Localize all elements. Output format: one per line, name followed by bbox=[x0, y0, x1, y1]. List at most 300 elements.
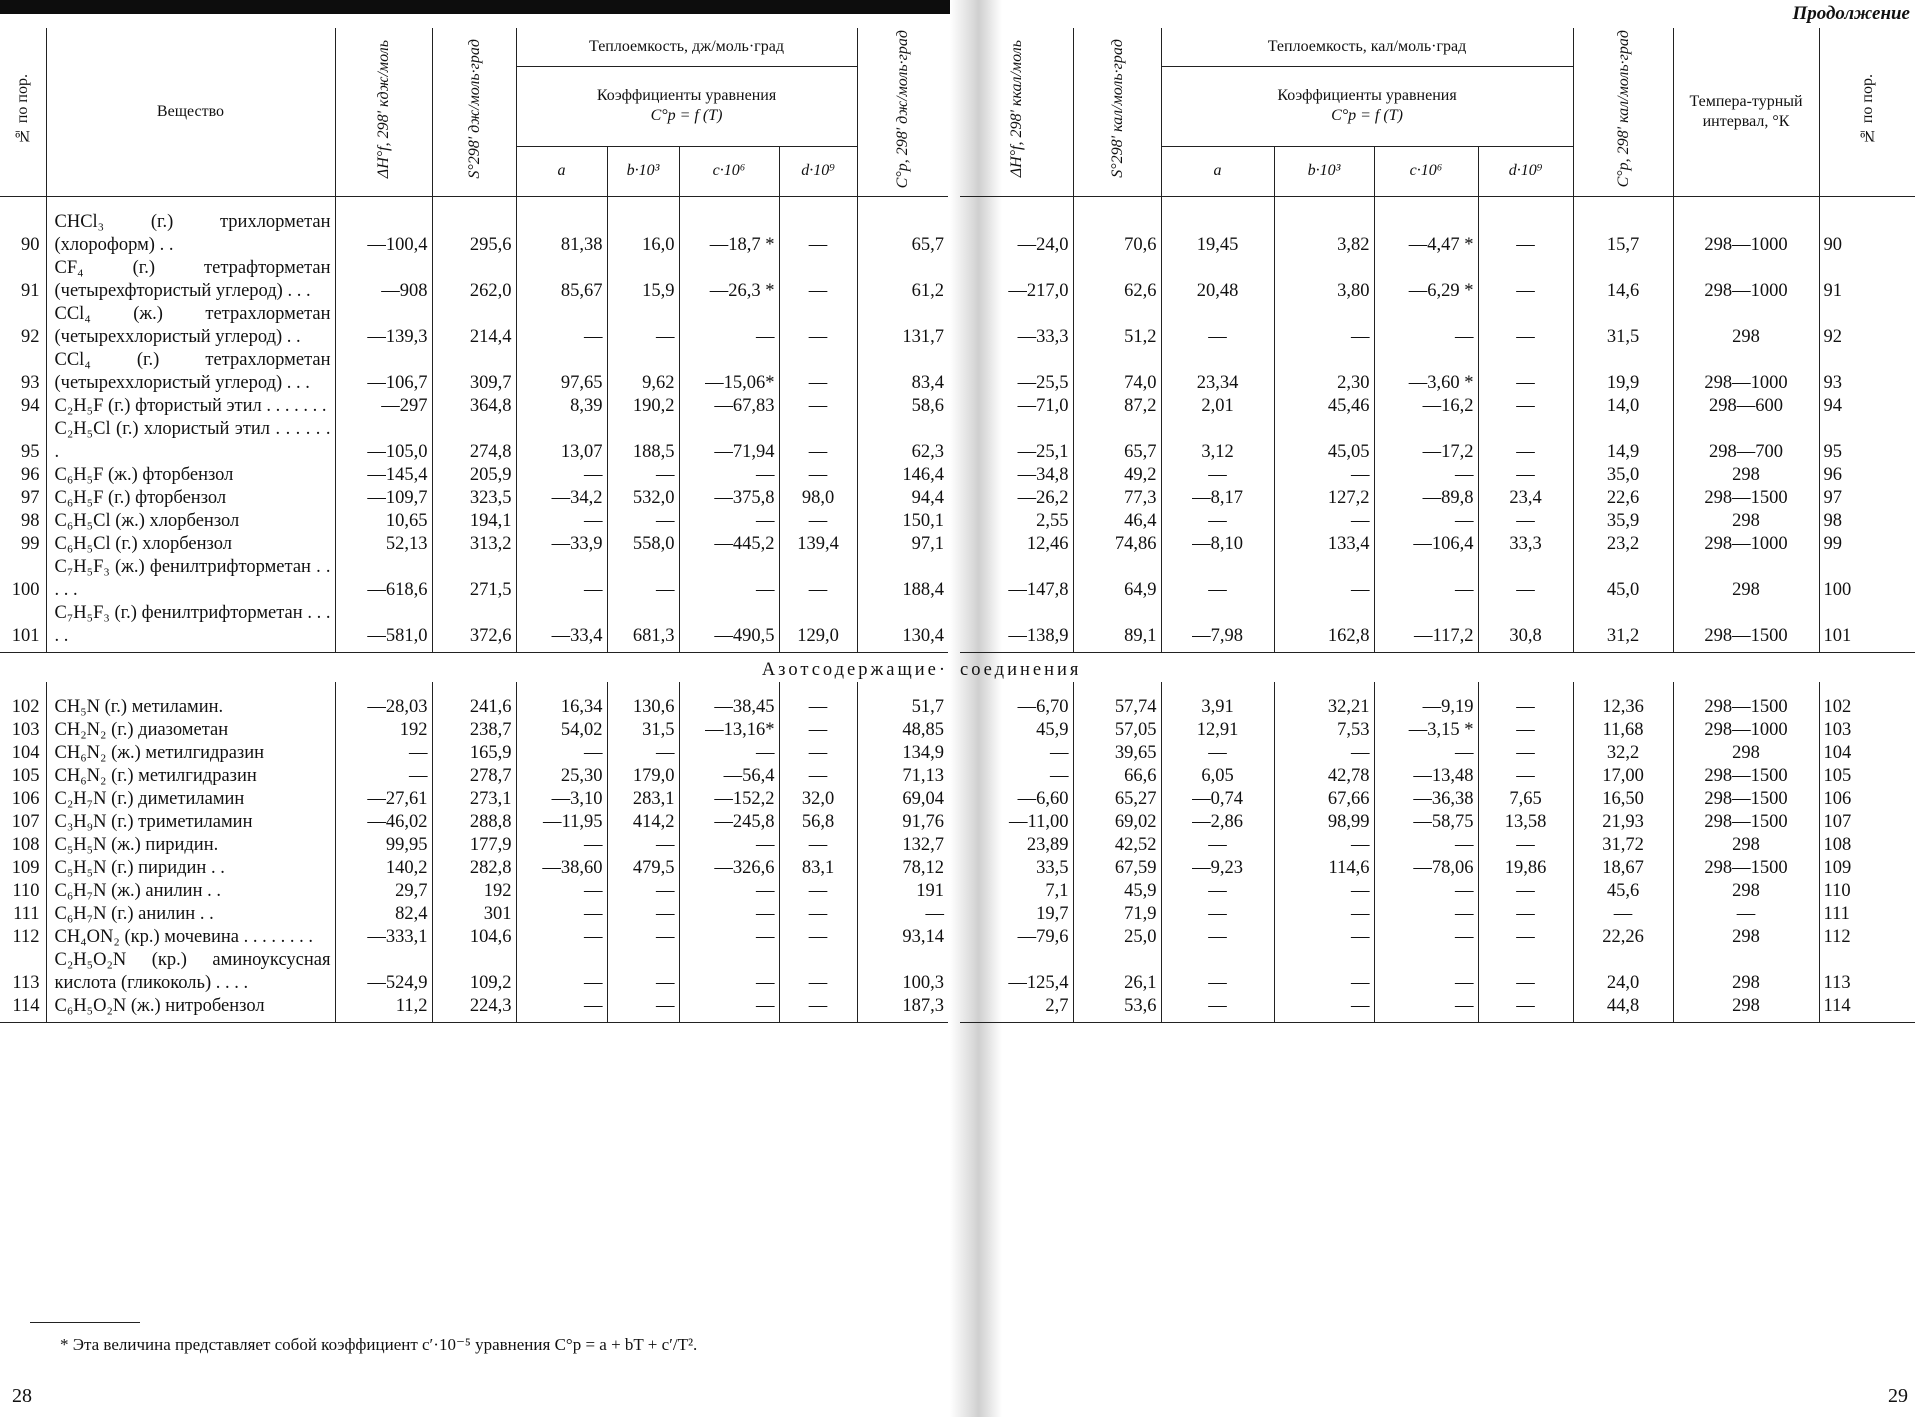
coef-c-j: — bbox=[679, 995, 779, 1023]
heat-capacity-cal: 14,9 bbox=[1573, 418, 1673, 464]
enthalpy-kj: —524,9 bbox=[335, 949, 432, 995]
entropy-cal: 25,0 bbox=[1073, 926, 1161, 949]
entropy-cal: 26,1 bbox=[1073, 949, 1161, 995]
coef-d-cal: — bbox=[1478, 464, 1573, 487]
row-number: 95 bbox=[0, 418, 46, 464]
coef-d-cal: 7,65 bbox=[1478, 788, 1573, 811]
entropy-j: 192 bbox=[432, 880, 516, 903]
temperature-range: 298—1500 bbox=[1673, 857, 1819, 880]
coef-c-j: — bbox=[679, 303, 779, 349]
header-dhf-cal: ΔH°f, 298' ккал/моль bbox=[960, 28, 1073, 196]
heat-capacity-j: 91,76 bbox=[857, 811, 948, 834]
coef-d-cal: — bbox=[1478, 765, 1573, 788]
coef-c-cal: — bbox=[1374, 742, 1478, 765]
coef-a-cal: — bbox=[1161, 556, 1274, 602]
heat-capacity-cal: 32,2 bbox=[1573, 742, 1673, 765]
coef-d-cal: 19,86 bbox=[1478, 857, 1573, 880]
coef-d-j: — bbox=[779, 719, 857, 742]
coef-a-j: — bbox=[516, 903, 607, 926]
enthalpy-kcal: —6,70 bbox=[960, 682, 1073, 719]
heat-capacity-j: 130,4 bbox=[857, 602, 948, 653]
enthalpy-kj: 192 bbox=[335, 719, 432, 742]
table-row bbox=[960, 926, 1915, 949]
coef-b-j: — bbox=[607, 464, 679, 487]
entropy-cal: 49,2 bbox=[1073, 464, 1161, 487]
entropy-j: 282,8 bbox=[432, 857, 516, 880]
header-d: d·10⁹ bbox=[779, 146, 857, 196]
enthalpy-kcal: 2,7 bbox=[960, 995, 1073, 1023]
row-number: 113 bbox=[0, 949, 46, 995]
coef-b-j: 31,5 bbox=[607, 719, 679, 742]
row-number: 108 bbox=[1819, 834, 1915, 857]
row-number: 94 bbox=[0, 395, 46, 418]
substance-name: C₆H₅Cl (ж.) хлорбензол bbox=[46, 510, 335, 533]
coef-a-cal: 20,48 bbox=[1161, 257, 1274, 303]
coef-a-cal: 3,12 bbox=[1161, 418, 1274, 464]
coef-c-cal: — bbox=[1374, 995, 1478, 1023]
coef-d-cal: — bbox=[1478, 742, 1573, 765]
coef-c-j: — bbox=[679, 949, 779, 995]
enthalpy-kj: 140,2 bbox=[335, 857, 432, 880]
table-row bbox=[0, 464, 948, 487]
coef-c-j: — bbox=[679, 926, 779, 949]
heat-capacity-j: 48,85 bbox=[857, 719, 948, 742]
section-row bbox=[0, 652, 948, 682]
enthalpy-kj: — bbox=[335, 742, 432, 765]
entropy-cal: 77,3 bbox=[1073, 487, 1161, 510]
substance-name: C₇H₅F₃ (ж.) фенилтрифторметан . . . . . bbox=[46, 556, 335, 602]
header-cp-si: C°p, 298' дж/моль·град bbox=[857, 28, 948, 196]
enthalpy-kj: —297 bbox=[335, 395, 432, 418]
temperature-range: 298 bbox=[1673, 464, 1819, 487]
substance-name: CH₅N (г.) метиламин. bbox=[46, 682, 335, 719]
table-row bbox=[960, 464, 1915, 487]
coef-c-cal: — bbox=[1374, 949, 1478, 995]
coef-d-j: — bbox=[779, 395, 857, 418]
coef-d-cal: — bbox=[1478, 949, 1573, 995]
row-number: 113 bbox=[1819, 949, 1915, 995]
coef-a-cal: 23,34 bbox=[1161, 349, 1274, 395]
coef-b-j: 532,0 bbox=[607, 487, 679, 510]
header-a: a bbox=[516, 146, 607, 196]
coef-a-cal: 12,91 bbox=[1161, 719, 1274, 742]
enthalpy-kcal: —25,1 bbox=[960, 418, 1073, 464]
row-number: 99 bbox=[1819, 533, 1915, 556]
enthalpy-kj: —139,3 bbox=[335, 303, 432, 349]
coef-d-j: — bbox=[779, 949, 857, 995]
entropy-cal: 62,6 bbox=[1073, 257, 1161, 303]
table-row bbox=[0, 857, 948, 880]
coef-c-j: —152,2 bbox=[679, 788, 779, 811]
coef-c-cal: —13,48 bbox=[1374, 765, 1478, 788]
heat-capacity-cal: 15,7 bbox=[1573, 196, 1673, 257]
temperature-range: 298—1000 bbox=[1673, 533, 1819, 556]
table-row bbox=[0, 742, 948, 765]
coef-b-cal: 3,80 bbox=[1274, 257, 1374, 303]
substance-name: C₂H₅O₂N (кр.) аминоуксусная кислота (гликоколь) . . . . bbox=[46, 949, 335, 995]
temperature-range: 298—1500 bbox=[1673, 788, 1819, 811]
table-row bbox=[0, 418, 948, 464]
table-row bbox=[960, 395, 1915, 418]
header-cp-cal: C°p, 298' кал/моль·град bbox=[1573, 28, 1673, 196]
coef-c-j: —445,2 bbox=[679, 533, 779, 556]
coef-a-j: — bbox=[516, 926, 607, 949]
coef-d-j: 56,8 bbox=[779, 811, 857, 834]
entropy-cal: 65,27 bbox=[1073, 788, 1161, 811]
substance-name: CH₄ON₂ (кр.) мочевина . . . . . . . . bbox=[46, 926, 335, 949]
table-row bbox=[0, 349, 948, 395]
header-coef-si bbox=[516, 66, 857, 146]
substance-name: CH₂N₂ (г.) диазометан bbox=[46, 719, 335, 742]
coef-c-j: —67,83 bbox=[679, 395, 779, 418]
entropy-j: 177,9 bbox=[432, 834, 516, 857]
coef-b-cal: 3,82 bbox=[1274, 196, 1374, 257]
heat-capacity-j: 62,3 bbox=[857, 418, 948, 464]
entropy-j: 205,9 bbox=[432, 464, 516, 487]
coef-d-cal: — bbox=[1478, 995, 1573, 1023]
table-row bbox=[0, 788, 948, 811]
coef-a-j: —33,4 bbox=[516, 602, 607, 653]
table-row bbox=[0, 303, 948, 349]
heat-capacity-cal: 45,0 bbox=[1573, 556, 1673, 602]
temperature-range: 298—1000 bbox=[1673, 719, 1819, 742]
enthalpy-kj: —333,1 bbox=[335, 926, 432, 949]
row-number: 107 bbox=[1819, 811, 1915, 834]
enthalpy-kcal: 23,89 bbox=[960, 834, 1073, 857]
header-substance: Вещество bbox=[46, 28, 335, 196]
substance-name: C₂H₅F (г.) фтористый этил . . . . . . . bbox=[46, 395, 335, 418]
temperature-range: 298 bbox=[1673, 742, 1819, 765]
entropy-cal: 57,74 bbox=[1073, 682, 1161, 719]
coef-b-cal: — bbox=[1274, 510, 1374, 533]
heat-capacity-j: 94,4 bbox=[857, 487, 948, 510]
coef-c-cal: —36,38 bbox=[1374, 788, 1478, 811]
coef-d-j: — bbox=[779, 349, 857, 395]
coef-d-j: — bbox=[779, 257, 857, 303]
table-row bbox=[0, 834, 948, 857]
enthalpy-kcal: —25,5 bbox=[960, 349, 1073, 395]
heat-capacity-cal: 14,6 bbox=[1573, 257, 1673, 303]
coef-d-cal: — bbox=[1478, 395, 1573, 418]
row-number: 91 bbox=[1819, 257, 1915, 303]
coef-c-cal: — bbox=[1374, 880, 1478, 903]
heat-capacity-j: 191 bbox=[857, 880, 948, 903]
coef-b-j: — bbox=[607, 926, 679, 949]
coef-d-cal: — bbox=[1478, 834, 1573, 857]
coef-c-j: —375,8 bbox=[679, 487, 779, 510]
coef-a-j: —38,60 bbox=[516, 857, 607, 880]
coef-a-cal: —8,17 bbox=[1161, 487, 1274, 510]
heat-capacity-j: 97,1 bbox=[857, 533, 948, 556]
header-coef-eq: C°p = f (T) bbox=[1331, 107, 1403, 124]
heat-capacity-j: 131,7 bbox=[857, 303, 948, 349]
row-number: 92 bbox=[1819, 303, 1915, 349]
enthalpy-kj: —46,02 bbox=[335, 811, 432, 834]
heat-capacity-j: 65,7 bbox=[857, 196, 948, 257]
enthalpy-kcal: — bbox=[960, 742, 1073, 765]
coef-a-j: 85,67 bbox=[516, 257, 607, 303]
substance-name: CCl₄ (ж.) тетрахлорметан (четыреххлористый углерод) . . bbox=[46, 303, 335, 349]
table-row bbox=[0, 765, 948, 788]
top-black-bar bbox=[0, 0, 958, 14]
coef-a-cal: —0,74 bbox=[1161, 788, 1274, 811]
temperature-range: 298—1500 bbox=[1673, 487, 1819, 510]
entropy-j: 165,9 bbox=[432, 742, 516, 765]
coef-a-j: —33,9 bbox=[516, 533, 607, 556]
heat-capacity-cal: 31,2 bbox=[1573, 602, 1673, 653]
coef-a-j: 13,07 bbox=[516, 418, 607, 464]
heat-capacity-j: 71,13 bbox=[857, 765, 948, 788]
substance-name: C₇H₅F₃ (г.) фенилтрифторметан . . . . . bbox=[46, 602, 335, 653]
coef-b-j: — bbox=[607, 556, 679, 602]
entropy-cal: 57,05 bbox=[1073, 719, 1161, 742]
entropy-j: 372,6 bbox=[432, 602, 516, 653]
enthalpy-kj: 82,4 bbox=[335, 903, 432, 926]
enthalpy-kcal: 12,46 bbox=[960, 533, 1073, 556]
table-row bbox=[960, 719, 1915, 742]
coef-a-cal: 3,91 bbox=[1161, 682, 1274, 719]
enthalpy-kj: 29,7 bbox=[335, 880, 432, 903]
heat-capacity-cal: 22,26 bbox=[1573, 926, 1673, 949]
substance-name: C₆H₅Cl (г.) хлорбензол bbox=[46, 533, 335, 556]
coef-d-j: 83,1 bbox=[779, 857, 857, 880]
temperature-range: 298—1000 bbox=[1673, 196, 1819, 257]
coef-c-j: — bbox=[679, 903, 779, 926]
coef-d-j: — bbox=[779, 303, 857, 349]
temperature-range: 298—1500 bbox=[1673, 811, 1819, 834]
coef-c-cal: —89,8 bbox=[1374, 487, 1478, 510]
header-c: c·10⁶ bbox=[679, 146, 779, 196]
heat-capacity-j: 58,6 bbox=[857, 395, 948, 418]
coef-c-cal: —17,2 bbox=[1374, 418, 1478, 464]
table-row bbox=[960, 765, 1915, 788]
coef-b-j: — bbox=[607, 949, 679, 995]
coef-c-cal: — bbox=[1374, 510, 1478, 533]
heat-capacity-cal: 35,9 bbox=[1573, 510, 1673, 533]
coef-c-cal: —106,4 bbox=[1374, 533, 1478, 556]
row-number: 97 bbox=[0, 487, 46, 510]
coef-d-cal: — bbox=[1478, 257, 1573, 303]
coef-b-cal: 7,53 bbox=[1274, 719, 1374, 742]
coef-c-cal: — bbox=[1374, 464, 1478, 487]
substance-name: C₅H₅N (г.) пиридин . . bbox=[46, 857, 335, 880]
row-number: 110 bbox=[0, 880, 46, 903]
table-row bbox=[0, 682, 948, 719]
coef-d-cal: — bbox=[1478, 349, 1573, 395]
row-number: 112 bbox=[1819, 926, 1915, 949]
heat-capacity-cal: 44,8 bbox=[1573, 995, 1673, 1023]
table-row bbox=[0, 395, 948, 418]
coef-c-j: —56,4 bbox=[679, 765, 779, 788]
coef-d-j: — bbox=[779, 556, 857, 602]
row-number: 106 bbox=[1819, 788, 1915, 811]
heat-capacity-j: 100,3 bbox=[857, 949, 948, 995]
substance-name: C₆H₅F (г.) фторбензол bbox=[46, 487, 335, 510]
coef-d-j: — bbox=[779, 742, 857, 765]
header-heat-cal: Теплоемкость, кал/моль·град bbox=[1161, 28, 1573, 66]
coef-b-j: 681,3 bbox=[607, 602, 679, 653]
row-number: 91 bbox=[0, 257, 46, 303]
coef-d-cal: — bbox=[1478, 926, 1573, 949]
entropy-cal: 45,9 bbox=[1073, 880, 1161, 903]
entropy-j: 273,1 bbox=[432, 788, 516, 811]
coef-d-j: — bbox=[779, 464, 857, 487]
coef-a-cal: — bbox=[1161, 742, 1274, 765]
coef-b-j: 130,6 bbox=[607, 682, 679, 719]
temperature-range: 298 bbox=[1673, 880, 1819, 903]
row-number: 105 bbox=[0, 765, 46, 788]
row-number: 95 bbox=[1819, 418, 1915, 464]
row-number: 96 bbox=[1819, 464, 1915, 487]
coef-a-j: 8,39 bbox=[516, 395, 607, 418]
table-row bbox=[0, 949, 948, 995]
coef-b-j: — bbox=[607, 834, 679, 857]
entropy-j: 214,4 bbox=[432, 303, 516, 349]
entropy-cal: 70,6 bbox=[1073, 196, 1161, 257]
coef-a-j: — bbox=[516, 464, 607, 487]
coef-c-cal: —3,15 * bbox=[1374, 719, 1478, 742]
header-c: c·10⁶ bbox=[1374, 146, 1478, 196]
coef-b-cal: — bbox=[1274, 903, 1374, 926]
coef-d-cal: — bbox=[1478, 196, 1573, 257]
row-number: 94 bbox=[1819, 395, 1915, 418]
enthalpy-kcal: 45,9 bbox=[960, 719, 1073, 742]
coef-b-cal: 42,78 bbox=[1274, 765, 1374, 788]
coef-c-j: —71,94 bbox=[679, 418, 779, 464]
coef-d-cal: 23,4 bbox=[1478, 487, 1573, 510]
coef-b-j: 179,0 bbox=[607, 765, 679, 788]
entropy-cal: 53,6 bbox=[1073, 995, 1161, 1023]
row-number: 101 bbox=[1819, 602, 1915, 653]
entropy-cal: 74,86 bbox=[1073, 533, 1161, 556]
table-row bbox=[960, 742, 1915, 765]
coef-d-j: 32,0 bbox=[779, 788, 857, 811]
coef-b-j: 188,5 bbox=[607, 418, 679, 464]
heat-capacity-cal: 16,50 bbox=[1573, 788, 1673, 811]
enthalpy-kcal: 19,7 bbox=[960, 903, 1073, 926]
coef-c-cal: — bbox=[1374, 556, 1478, 602]
coef-b-cal: — bbox=[1274, 556, 1374, 602]
row-number: 100 bbox=[0, 556, 46, 602]
coef-c-j: —18,7 * bbox=[679, 196, 779, 257]
coef-d-j: — bbox=[779, 196, 857, 257]
coef-b-cal: 162,8 bbox=[1274, 602, 1374, 653]
coef-a-j: — bbox=[516, 834, 607, 857]
entropy-j: 109,2 bbox=[432, 949, 516, 995]
entropy-j: 323,5 bbox=[432, 487, 516, 510]
entropy-cal: 39,65 bbox=[1073, 742, 1161, 765]
footnote-rule bbox=[30, 1322, 140, 1323]
enthalpy-kj: —28,03 bbox=[335, 682, 432, 719]
temperature-range: 298—700 bbox=[1673, 418, 1819, 464]
table-row bbox=[0, 533, 948, 556]
substance-name: C₃H₉N (г.) триметиламин bbox=[46, 811, 335, 834]
header-s-cal: S°298' кал/моль·град bbox=[1073, 28, 1161, 196]
coef-b-cal: — bbox=[1274, 880, 1374, 903]
coef-a-cal: — bbox=[1161, 880, 1274, 903]
coef-a-cal: — bbox=[1161, 949, 1274, 995]
header-dhf-si: ΔH°f, 298' кдж/моль bbox=[335, 28, 432, 196]
coef-d-cal: — bbox=[1478, 510, 1573, 533]
entropy-j: 224,3 bbox=[432, 995, 516, 1023]
heat-capacity-cal: 19,9 bbox=[1573, 349, 1673, 395]
header-coef-label: Коэффициенты уравнения bbox=[596, 87, 777, 104]
entropy-j: 274,8 bbox=[432, 418, 516, 464]
row-number: 98 bbox=[0, 510, 46, 533]
coef-a-cal: — bbox=[1161, 510, 1274, 533]
enthalpy-kcal: —217,0 bbox=[960, 257, 1073, 303]
table-row bbox=[960, 995, 1915, 1023]
temperature-range: 298—1500 bbox=[1673, 765, 1819, 788]
enthalpy-kj: 99,95 bbox=[335, 834, 432, 857]
enthalpy-kj: —618,6 bbox=[335, 556, 432, 602]
coef-a-cal: —7,98 bbox=[1161, 602, 1274, 653]
entropy-cal: 66,6 bbox=[1073, 765, 1161, 788]
coef-c-j: — bbox=[679, 742, 779, 765]
entropy-j: 241,6 bbox=[432, 682, 516, 719]
table-row bbox=[960, 834, 1915, 857]
entropy-cal: 42,52 bbox=[1073, 834, 1161, 857]
header-coef-eq: C°p = f (T) bbox=[650, 107, 723, 124]
row-number: 104 bbox=[1819, 742, 1915, 765]
temperature-range: 298 bbox=[1673, 556, 1819, 602]
enthalpy-kcal: —147,8 bbox=[960, 556, 1073, 602]
header-no-right: № по пор. bbox=[1819, 28, 1915, 196]
enthalpy-kj: 52,13 bbox=[335, 533, 432, 556]
enthalpy-kj: —105,0 bbox=[335, 418, 432, 464]
table-row bbox=[0, 719, 948, 742]
coef-a-j: 16,34 bbox=[516, 682, 607, 719]
heat-capacity-cal: 18,67 bbox=[1573, 857, 1673, 880]
row-number: 108 bbox=[0, 834, 46, 857]
coef-c-cal: —6,29 * bbox=[1374, 257, 1478, 303]
row-number: 98 bbox=[1819, 510, 1915, 533]
coef-d-j: 98,0 bbox=[779, 487, 857, 510]
coef-c-cal: —16,2 bbox=[1374, 395, 1478, 418]
table-row bbox=[960, 857, 1915, 880]
coef-a-cal: — bbox=[1161, 926, 1274, 949]
coef-b-cal: — bbox=[1274, 926, 1374, 949]
table-row bbox=[0, 811, 948, 834]
entropy-cal: 64,9 bbox=[1073, 556, 1161, 602]
coef-a-j: — bbox=[516, 949, 607, 995]
heat-capacity-cal: 17,00 bbox=[1573, 765, 1673, 788]
table-row bbox=[960, 903, 1915, 926]
substance-name: CHCl₃ (г.) трихлорметан (хлороформ) . . bbox=[46, 196, 335, 257]
header-b: b·10³ bbox=[607, 146, 679, 196]
heat-capacity-cal: 11,68 bbox=[1573, 719, 1673, 742]
row-number: 90 bbox=[1819, 196, 1915, 257]
enthalpy-kcal: 2,55 bbox=[960, 510, 1073, 533]
temperature-range: 298 bbox=[1673, 926, 1819, 949]
entropy-j: 271,5 bbox=[432, 556, 516, 602]
header-temp: Темпера-турный интервал, °К bbox=[1673, 28, 1819, 196]
enthalpy-kcal: —138,9 bbox=[960, 602, 1073, 653]
row-number: 92 bbox=[0, 303, 46, 349]
coef-b-j: — bbox=[607, 880, 679, 903]
coef-d-cal: — bbox=[1478, 719, 1573, 742]
enthalpy-kj: —106,7 bbox=[335, 349, 432, 395]
coef-a-cal: —9,23 bbox=[1161, 857, 1274, 880]
coef-c-cal: — bbox=[1374, 834, 1478, 857]
entropy-cal: 87,2 bbox=[1073, 395, 1161, 418]
coef-a-cal: — bbox=[1161, 995, 1274, 1023]
coef-c-j: — bbox=[679, 510, 779, 533]
table-row bbox=[0, 995, 948, 1023]
heat-capacity-cal: 22,6 bbox=[1573, 487, 1673, 510]
heat-capacity-j: 51,7 bbox=[857, 682, 948, 719]
header-heat-si: Теплоемкость, дж/моль·град bbox=[516, 28, 857, 66]
